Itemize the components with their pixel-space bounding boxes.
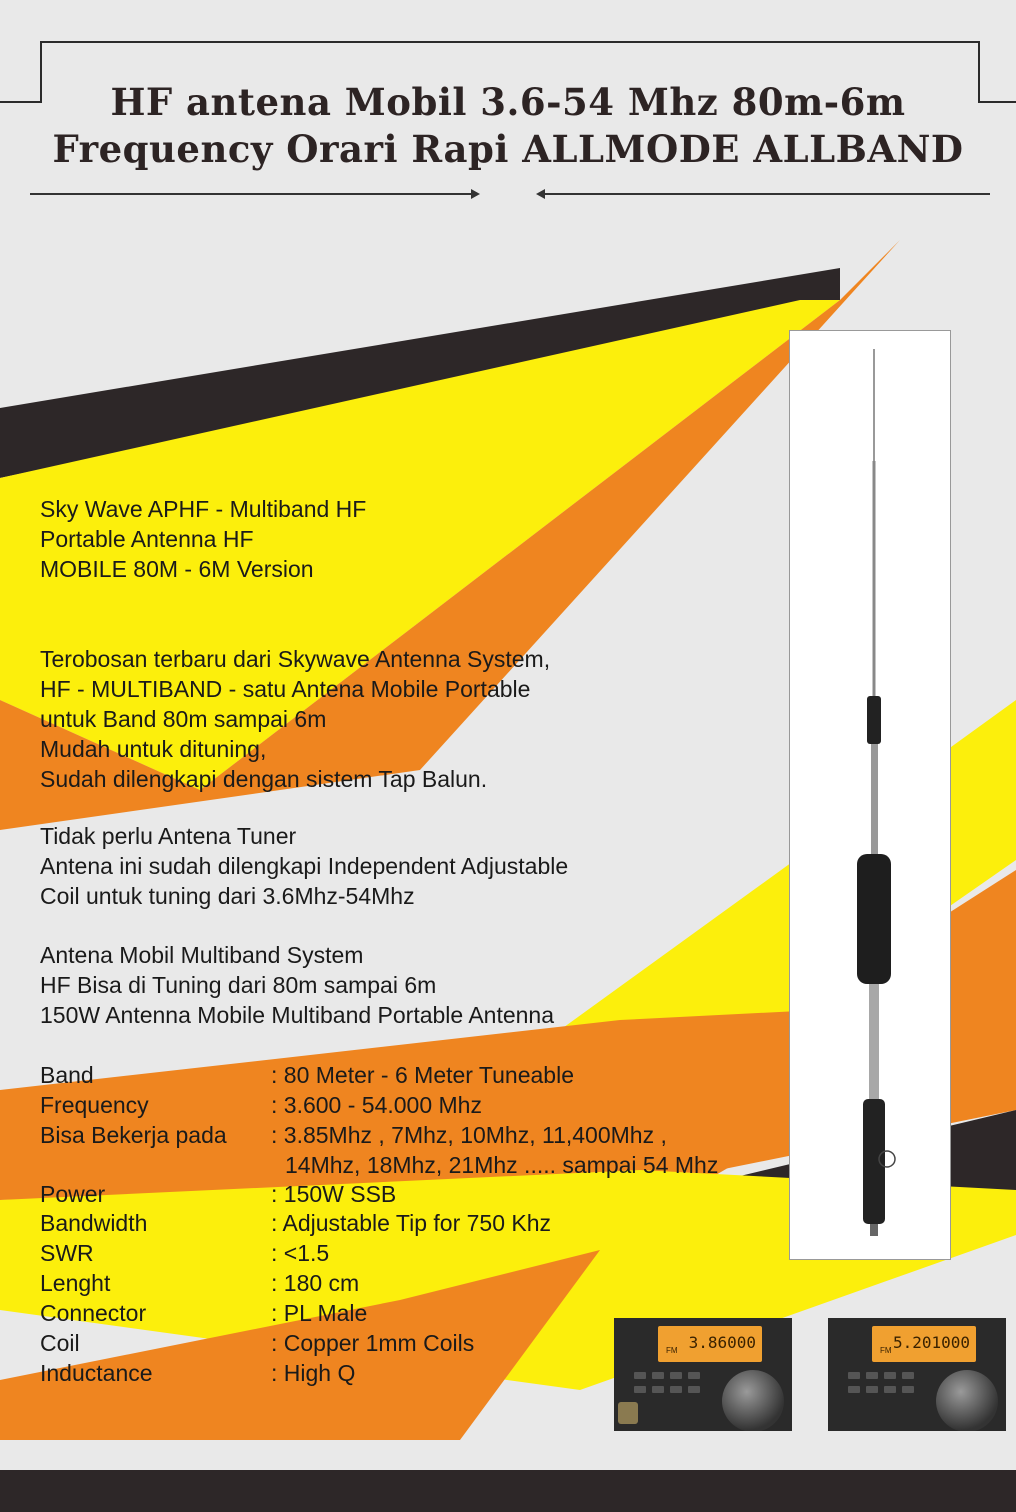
antenna-small-coil <box>867 696 881 744</box>
paragraph-line: Terobosan terbaru dari Skywave Antenna System, <box>40 646 551 672</box>
spec-label: Band <box>40 1062 94 1088</box>
paragraph-line: 150W Antenna Mobile Multiband Portable Antenna <box>40 1002 555 1028</box>
radio-button <box>634 1372 646 1379</box>
spec-value: : 3.85Mhz , 7Mhz, 10Mhz, 11,400Mhz , <box>271 1122 667 1148</box>
antenna-mast-upper <box>871 744 878 854</box>
radio-button <box>652 1386 664 1393</box>
radio-button <box>688 1386 700 1393</box>
spec-label: Inductance <box>40 1360 153 1386</box>
spec-label: Frequency <box>40 1092 149 1118</box>
spec-label: Coil <box>40 1330 80 1356</box>
description-paragraph-1 <box>40 644 550 794</box>
spec-label: SWR <box>40 1240 94 1266</box>
radio-button <box>884 1386 896 1393</box>
radio-button <box>670 1386 682 1393</box>
radio-display <box>658 1326 762 1362</box>
paragraph-line: Tidak perlu Antena Tuner <box>40 823 297 849</box>
title-arrow-right <box>30 193 478 195</box>
spec-label: Lenght <box>40 1270 111 1296</box>
spec-label: Connector <box>40 1300 147 1326</box>
page-title-line-1: HF antena Mobil 3.6-54 Mhz 80m-6m <box>110 80 906 124</box>
antenna-product-photo <box>789 330 951 1260</box>
radio-mode-label: FM <box>880 1346 892 1355</box>
radio-tuning-knob <box>722 1370 784 1431</box>
radio-button <box>848 1386 860 1393</box>
spec-value: 14Mhz, 18Mhz, 21Mhz ..... sampai 54 Mhz <box>285 1152 719 1178</box>
spec-value: : Copper 1mm Coils <box>271 1330 475 1356</box>
arrowhead-left-icon <box>536 189 545 199</box>
page-title-line-2: Frequency Orari Rapi ALLMODE ALLBAND <box>52 127 964 171</box>
paragraph-line: Antena ini sudah dilengkapi Independent Adjustable <box>40 853 569 879</box>
radio-photo-2 <box>828 1318 1006 1431</box>
arrowhead-right-icon <box>471 189 480 199</box>
radio-button <box>688 1372 700 1379</box>
intro-line: MOBILE 80M - 6M Version <box>40 556 314 582</box>
spec-label: Power <box>40 1181 106 1207</box>
radio-button-grid <box>634 1372 716 1422</box>
radio-photo-1 <box>614 1318 792 1431</box>
paragraph-line: HF - MULTIBAND - satu Antena Mobile Portable <box>40 676 531 702</box>
radio-button <box>670 1372 682 1379</box>
antenna-base-tip <box>870 1224 878 1236</box>
antenna-main-coil <box>857 854 891 984</box>
antenna-mast-lower <box>869 984 879 1099</box>
description-paragraph-2 <box>40 821 568 911</box>
intro-line: Portable Antenna HF <box>40 526 254 552</box>
radio-button <box>902 1386 914 1393</box>
spec-value: : High Q <box>271 1360 356 1386</box>
antenna-illustration <box>790 331 950 1259</box>
spec-value: : PL Male <box>271 1300 368 1326</box>
radio-button <box>848 1372 860 1379</box>
spec-value: : 150W SSB <box>271 1181 397 1207</box>
radio-button <box>866 1386 878 1393</box>
title-arrow-left <box>538 193 990 195</box>
intro-block <box>40 494 366 584</box>
frame-top-line <box>40 41 980 43</box>
description-paragraph-3 <box>40 940 554 1030</box>
spec-value: : Adjustable Tip for 750 Khz <box>271 1210 552 1236</box>
spec-value: : 180 cm <box>271 1270 360 1296</box>
intro-line: Sky Wave APHF - Multiband HF <box>40 496 367 522</box>
radio-button <box>884 1372 896 1379</box>
radio-frequency-readout: 5.201000 <box>892 1333 970 1352</box>
spec-value: : 3.600 - 54.000 Mhz <box>271 1092 482 1118</box>
spec-value: : 80 Meter - 6 Meter Tuneable <box>271 1062 574 1088</box>
radio-mode-label: FM <box>666 1346 678 1355</box>
paragraph-line: Sudah dilengkapi dengan sistem Tap Balun. <box>40 766 488 792</box>
spec-label: Bisa Bekerja pada <box>40 1122 227 1148</box>
paragraph-line: Mudah untuk dituning, <box>40 736 267 762</box>
spec-label: Bandwidth <box>40 1210 148 1236</box>
radio-display <box>872 1326 976 1362</box>
footer-bar <box>0 1470 1016 1512</box>
radio-button <box>866 1372 878 1379</box>
radio-button <box>634 1386 646 1393</box>
radio-frequency-readout: 3.86000 <box>688 1333 756 1352</box>
radio-tuning-knob <box>936 1370 998 1431</box>
paragraph-line: untuk Band 80m sampai 6m <box>40 706 327 732</box>
paragraph-line: HF Bisa di Tuning dari 80m sampai 6m <box>40 972 437 998</box>
antenna-connector <box>618 1402 638 1424</box>
antenna-base-coil <box>863 1099 885 1224</box>
spec-value: : <1.5 <box>271 1240 330 1266</box>
radio-button <box>902 1372 914 1379</box>
paragraph-line: Antena Mobil Multiband System <box>40 942 364 968</box>
radio-button-grid <box>848 1372 930 1422</box>
paragraph-line: Coil untuk tuning dari 3.6Mhz-54Mhz <box>40 883 415 909</box>
radio-button <box>652 1372 664 1379</box>
